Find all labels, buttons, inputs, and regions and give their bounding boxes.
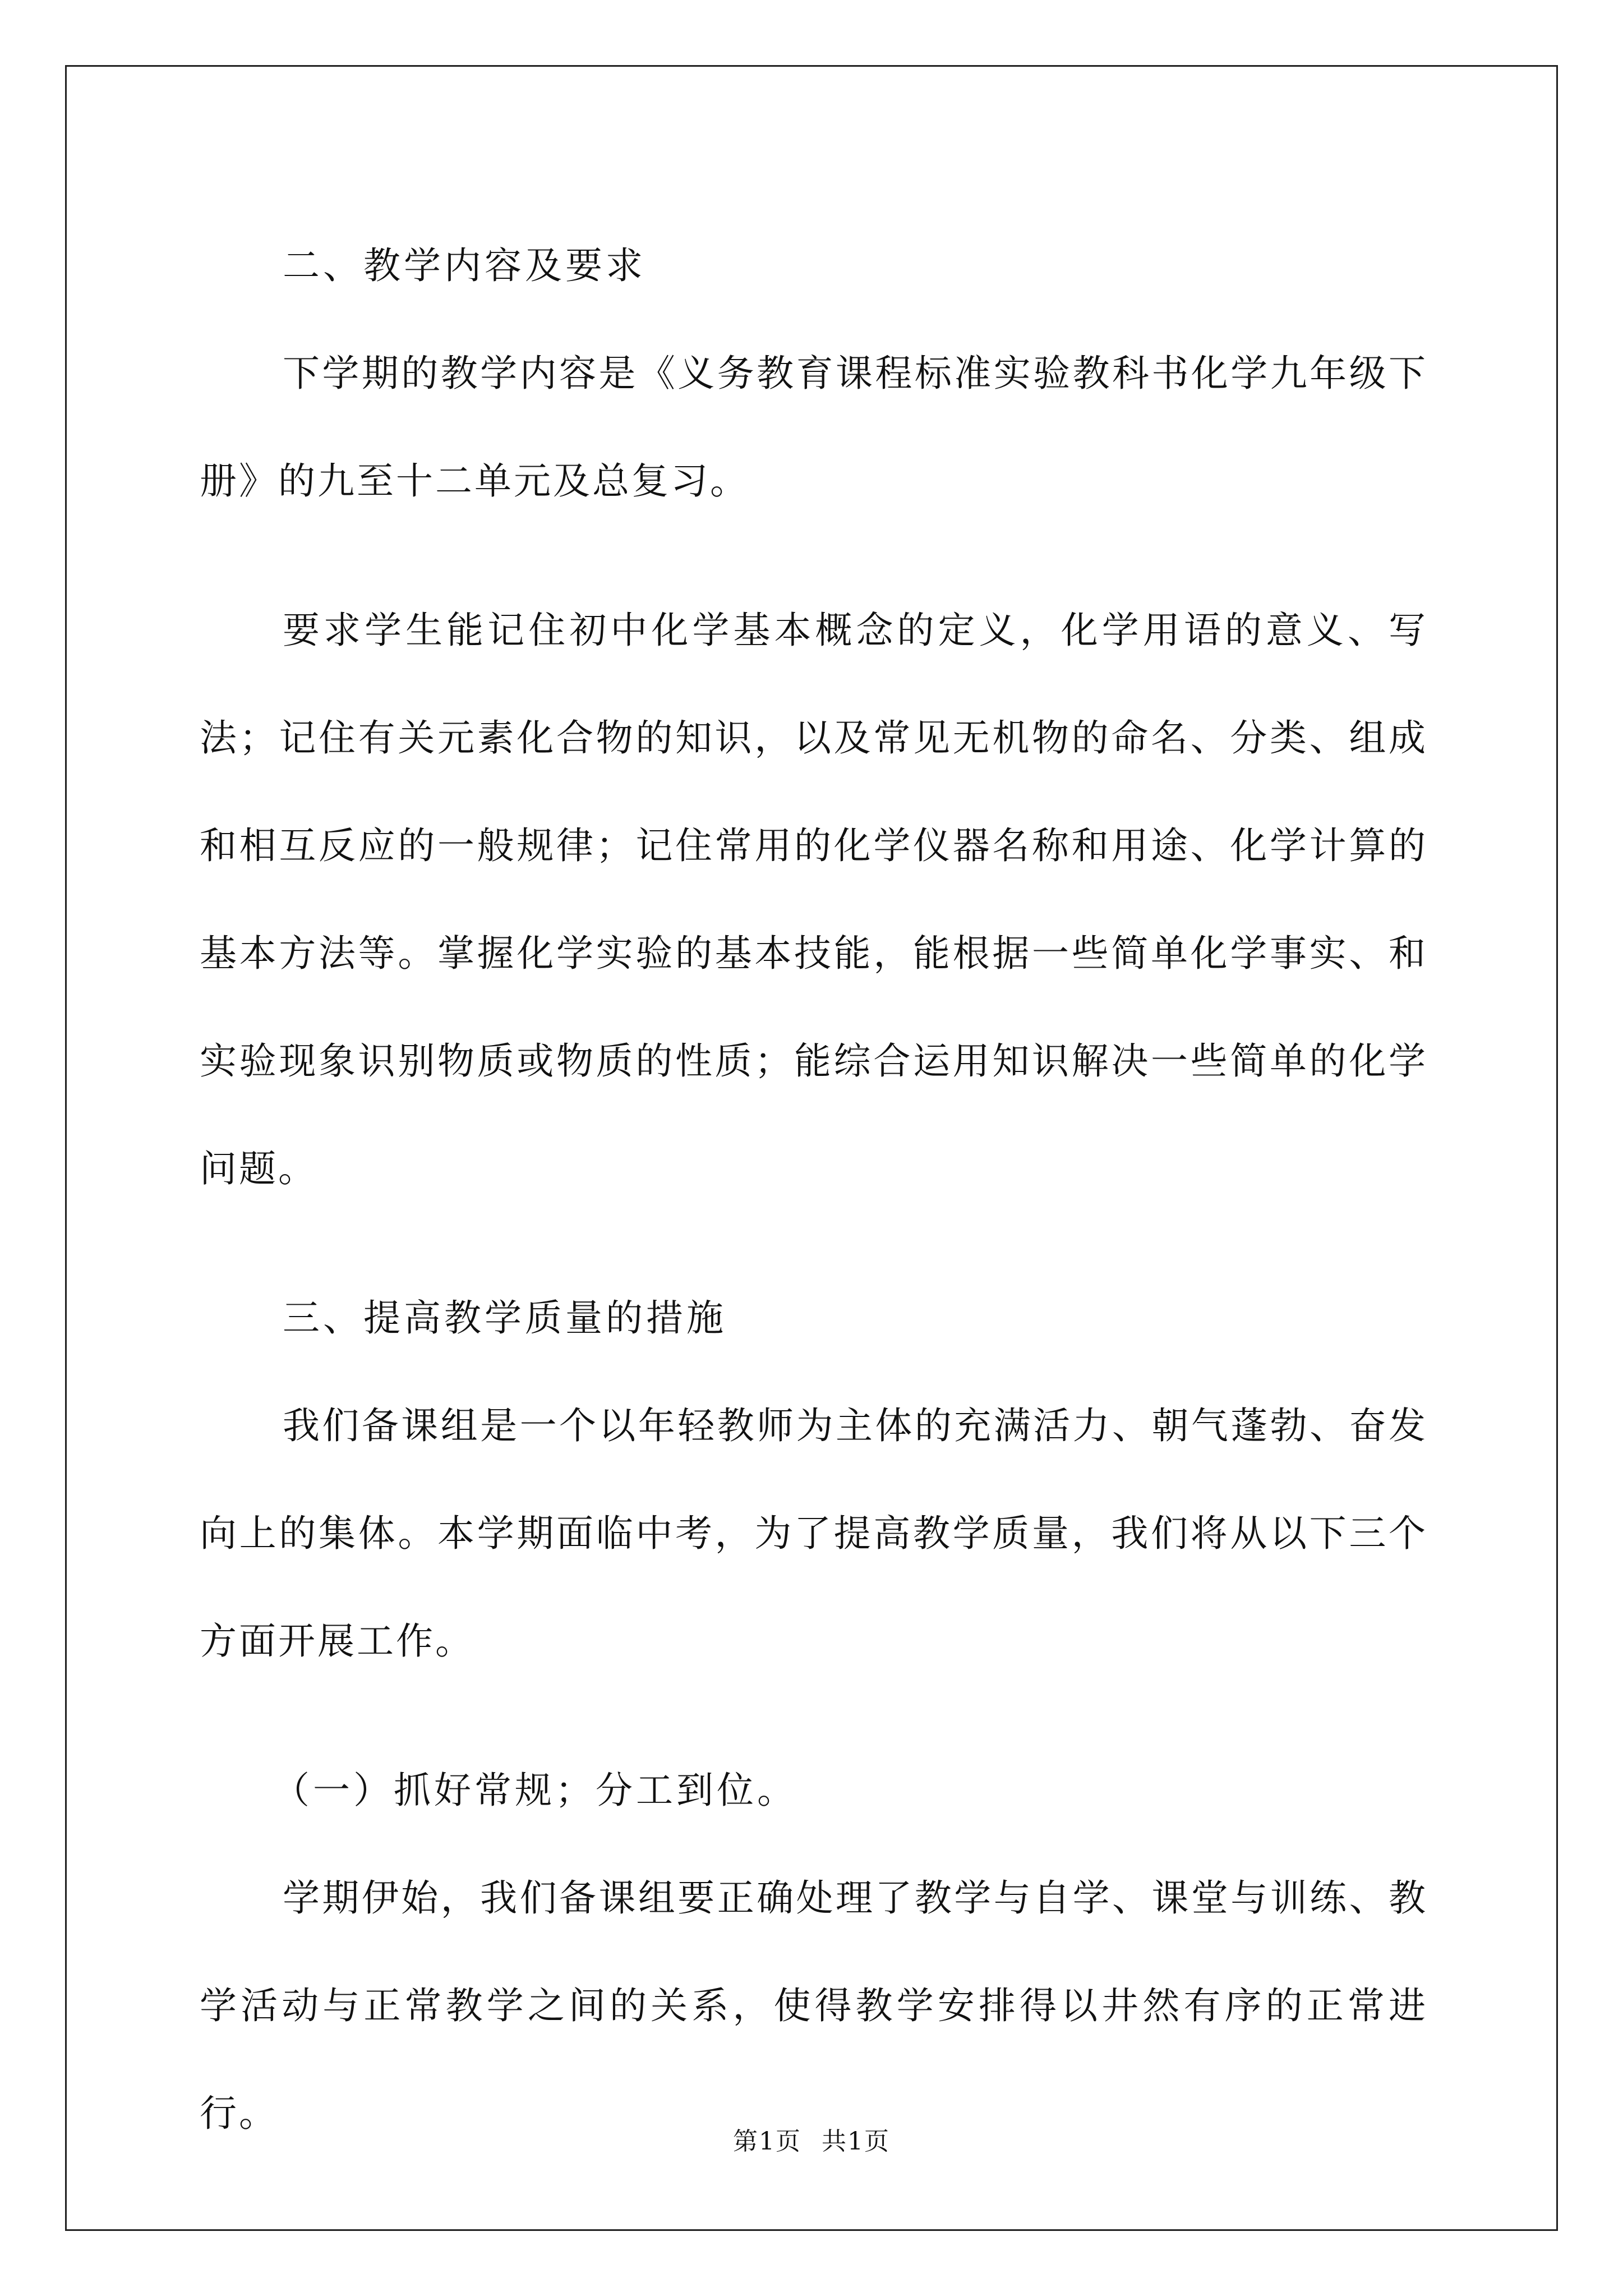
sub-heading-1: （一）抓好常规；分工到位。 [273, 1769, 797, 1812]
section-heading-3: 三、提高教学质量的措施 [283, 1296, 727, 1340]
paragraph-team: 我们备课组是一个以年轻教师为主体的充满活力、朝气蓬勃、奋发向上的集体。本学期面临中考，为了提高教学质量，我们将从以下三个方面开展工作。 [200, 1404, 1428, 1663]
section-heading-2: 二、教学内容及要求 [283, 244, 646, 287]
page-total: 共1页 [822, 2127, 890, 2156]
page-footer [0, 2125, 1623, 2159]
document-body [200, 212, 1428, 2209]
paragraph-routine: 学期伊始，我们备课组要正确处理了教学与自学、课堂与训练、教学活动与正常教学之间的关系，使得教学安排得以井然有序的正常进行。 [200, 1876, 1428, 2135]
paragraph-content: 下学期的教学内容是《义务教育课程标准实验教科书化学九年级下册》的九至十二单元及总复习。 [200, 352, 1428, 503]
paragraph-requirements: 要求学生能记住初中化学基本概念的定义，化学用语的意义、写法；记住有关元素化合物的知识，以及常见无机物的命名、分类、组成和相互反应的一般规律；记住常用的化学仪器名称和用途、化学计算的基本方法等。掌握化学实验的基本技能，能根据一些简单化学事实、和实验现象识别物质或物质的性质；能综合运用知识解决一些简单的化学问题。 [200, 609, 1428, 1190]
page-number: 第1页 [733, 2127, 801, 2156]
